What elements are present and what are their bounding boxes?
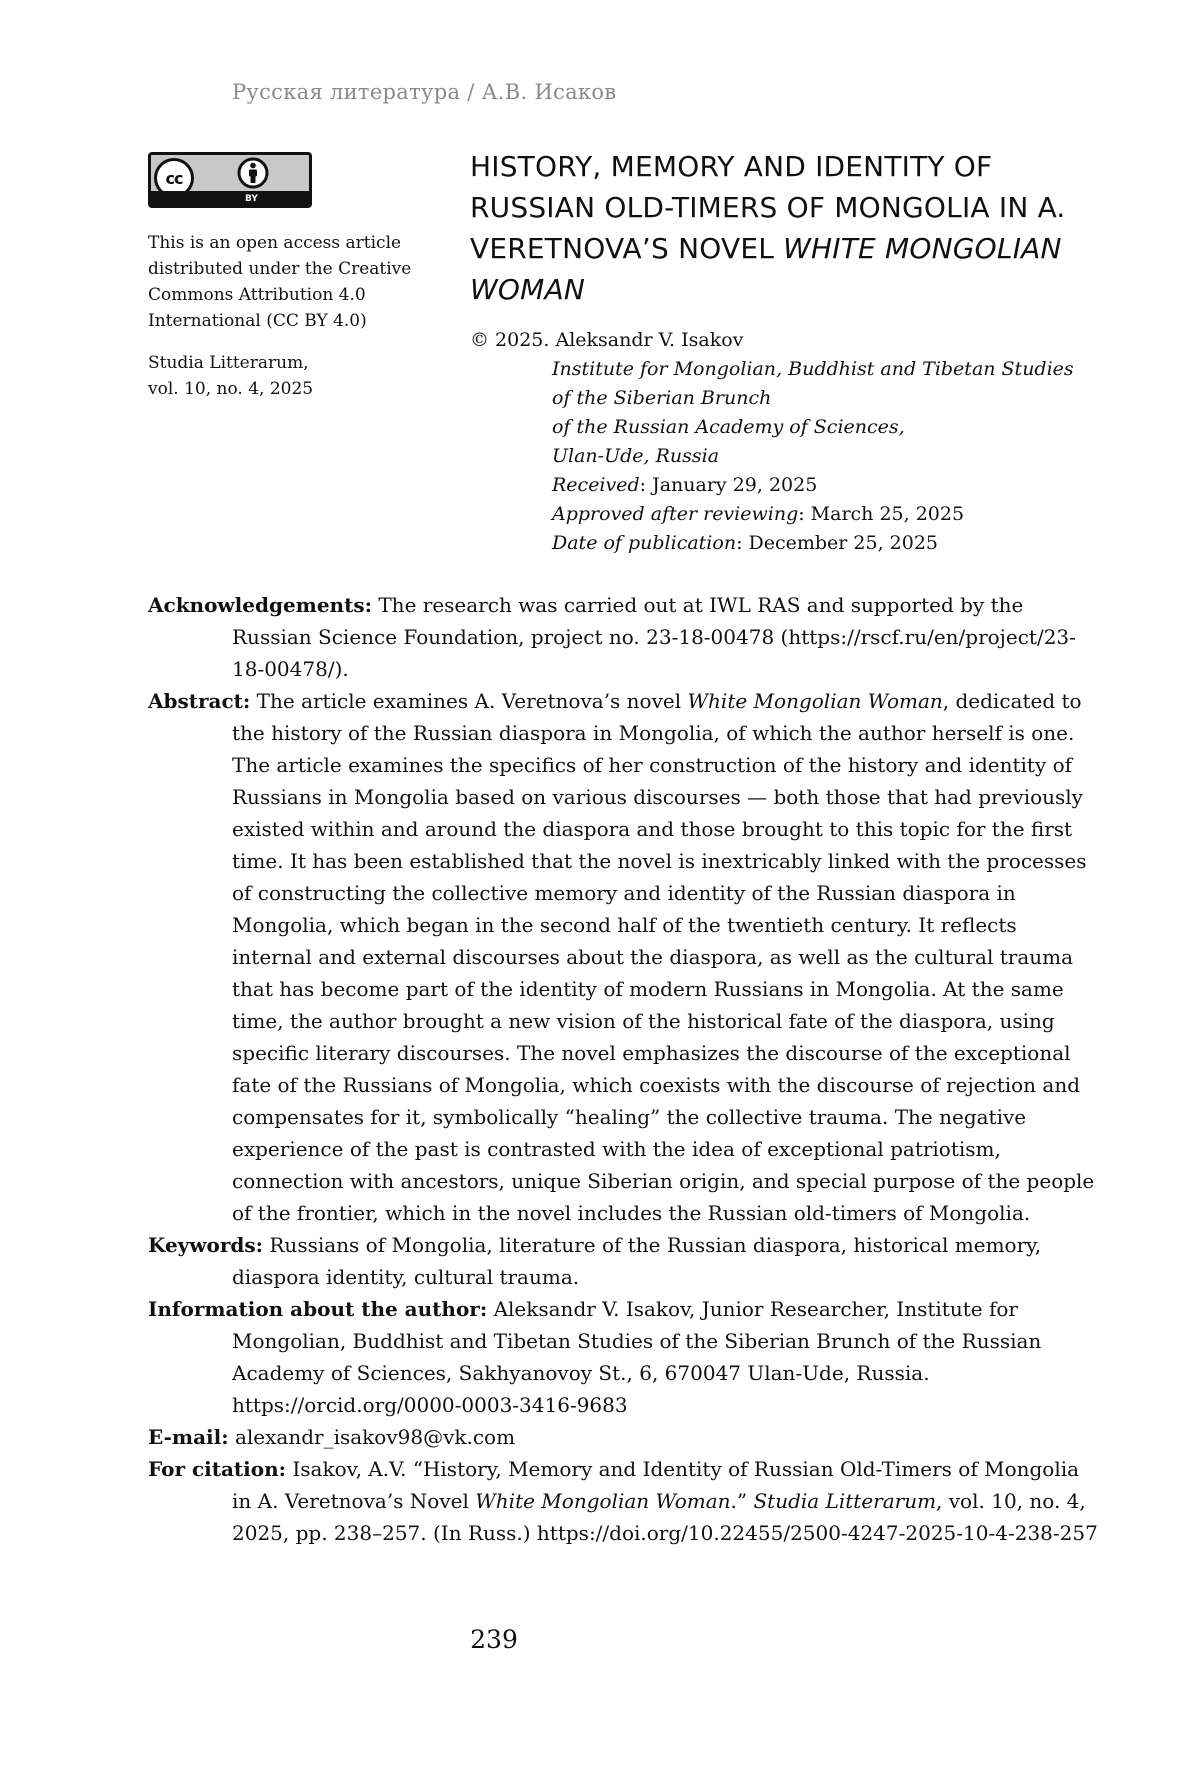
author-info-label: Information about the author: [148,1297,488,1321]
affiliation-line-2: of the Siberian Brunch [552,387,772,409]
approved-value: : March 25, 2025 [798,503,965,525]
citation-journal: Studia Litterarum [753,1489,937,1513]
title-main: HISTORY, MEMORY AND IDENTITY OF RUSSIAN OLD-TIMERS OF MONGOLIA IN A. VERETNOVA’S NOVEL [470,150,1066,265]
left-column [148,152,418,402]
keywords-label: Keywords: [148,1233,264,1257]
badge-strip [151,191,309,205]
abstract [148,685,1098,1229]
affiliation [470,355,1090,558]
metadata-section [148,589,1098,1549]
cc-by-license-badge[interactable] [148,152,312,208]
journal-info [148,350,418,402]
citation-novel-title: White Mongolian Woman [475,1489,731,1513]
publication-date [552,529,1090,558]
citation-text-1: Isakov, A.V. “History, Memory and Identity of Russian Old-Timers of Mongolia in A. Veretnova’s Novel [232,1457,1080,1513]
publication-value: : December 25, 2025 [736,532,939,554]
approved-date [552,500,1090,529]
author-block [470,326,1090,558]
citation [148,1453,1098,1549]
citation-label: For citation: [148,1457,287,1481]
running-head: Русская литература / А.В. Исаков [232,80,617,104]
publication-label: Date of publication [552,532,737,554]
title-italic: WHITE MONGOLIAN WOMAN [470,232,1062,306]
keywords-text: Russians of Mongolia, literature of the Russian diaspora, historical memory, diaspora identity, cultural trauma. [232,1233,1042,1289]
abstract-text-2: , dedicated to the history of the Russian diaspora in Mongolia, of which the author herself is one. The article examines the specifics of her construction of the history and identity of Russians in Mongolia based on various discourses — both those that had previously existed within and around the diaspora and those brought to this topic for the first time. It has been established that the novel is inextricably linked with the processes of constructing the collective memory and identity of the Russian diaspora in Mongolia, which began in the second half of the twentieth century. It reflects internal and external discourses about the diaspora, as well as the cultural trauma that has become part of the identity of modern Russians in Mongolia. At the same time, the author brought a new vision of the historical fate of the diaspora, using specific literary discourses. The novel emphasizes the discourse of the exceptional fate of the Russians of Mongolia, which coexists with the discourse of rejection and compensates for it, symbolically “healing” the collective trauma. The negative experience of the past is contrasted with the idea of exceptional patriotism, connection with ancestors, unique Siberian origin, and special purpose of the people of the frontier, which in the novel includes the Russian old-timers of Mongolia. [232,689,1095,1225]
affiliation-line-4: Ulan-Ude, Russia [552,445,720,467]
author-info-text: Aleksandr V. Isakov, Junior Researcher, Institute for Mongolian, Buddhist and Tibetan Studies of the Siberian Brunch of the Russian Academy of Sciences, Sakhyanovoy St., 6, 670047 Ulan-Ude, Russia. https://orcid.org/0000-0003-3416-9683 [232,1297,1042,1417]
abstract-text-1: The article examines A. Veretnova’s novel [250,689,688,713]
affiliation-line-1: Institute for Mongolian, Buddhist and Tibetan Studies [552,358,1074,380]
attribution-icon [237,157,269,189]
received-date [552,471,1090,500]
email [148,1421,1098,1453]
cc-icon: cc [154,158,194,198]
abstract-label: Abstract: [148,689,251,713]
journal-issue: vol. 10, no. 4, 2025 [148,379,314,399]
author-line: © 2025. Aleksandr V. Isakov [470,329,744,351]
citation-text-3: , vol. 10, no. 4, 2025, pp. 238–257. (In Russ.) https://doi.org/10.22455/2500-4247-2025-10-4-238-257 [232,1489,1098,1545]
keywords [148,1229,1098,1293]
affiliation-line-3: of the Russian Academy of Sciences, [552,416,905,438]
article-title [470,146,1090,310]
acknowledgements-label: Acknowledgements: [148,593,372,617]
acknowledgements [148,589,1098,685]
received-label: Received [552,474,640,496]
by-label: BY [245,194,258,204]
email-link[interactable]: alexandr_isakov98@vk.com [228,1425,516,1449]
email-label: E-mail: [148,1425,229,1449]
acknowledgements-text: The research was carried out at IWL RAS and supported by the Russian Science Foundation, project no. 23-18-00478 (https://rscf.ru/en/project/23-18-00478/). [232,593,1076,681]
right-column [470,146,1090,558]
author-info [148,1293,1098,1421]
received-value: : January 29, 2025 [639,474,818,496]
citation-text-2: .” [730,1489,754,1513]
license-text: This is an open access article distributed under the Creative Commons Attribution 4.0 International (CC BY 4.0) [148,233,412,331]
journal-name: Studia Litterarum, [148,353,309,373]
abstract-novel-title: White Mongolian Woman [687,689,943,713]
approved-label: Approved after reviewing [552,503,799,525]
page-number: 239 [470,1625,518,1654]
